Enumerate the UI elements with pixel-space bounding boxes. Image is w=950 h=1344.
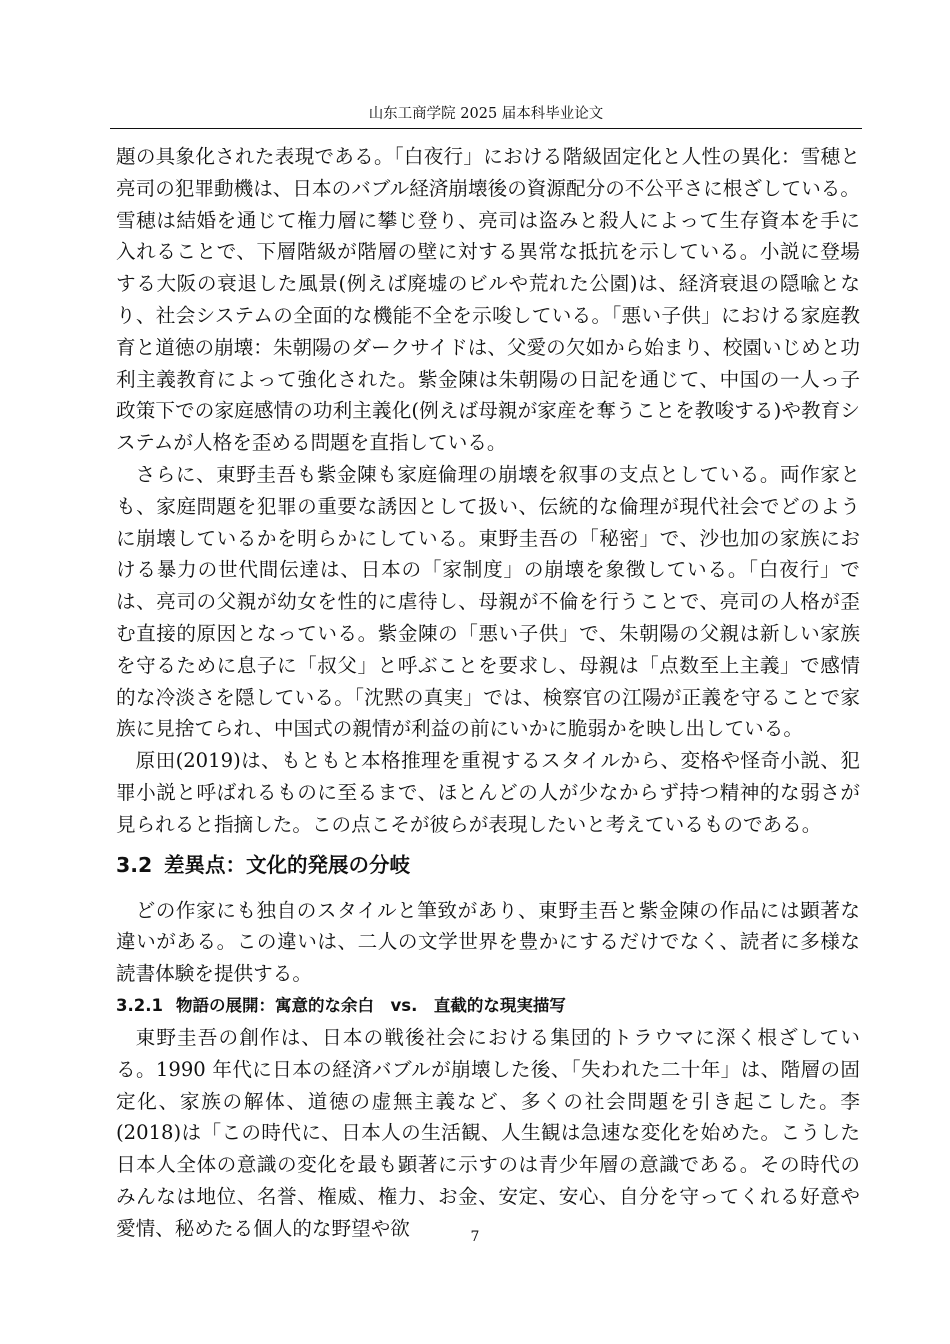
subsection-heading (116, 990, 860, 1022)
page-body (116, 141, 860, 1245)
header-rule (110, 128, 862, 129)
page-header: 山东工商学院 2025 届本科毕业论文 (368, 106, 604, 122)
body-paragraph-2: さらに、東野圭吾も紫金陳も家庭倫理の崩壊を叙事の支点としている。両作家とも、家庭問題を犯罪の重要な誘因として扱い、伝統的な倫理が現代社会でどのように崩壊しているかを明らかにしている。東野圭吾の「秘密」で、沙也加の家族における暴力の世代間伝達は、日本の「家制度」の崩壊を象徴している。「白夜行」では、亮司の父親が幼女を性的に虐待し、母親が不倫を行うことで、亮司の人格が歪む直接的原因となっている。紫金陳の「悪い子供」で、朱朝陽の父親は新しい家族を守るために息子に「叔父」と呼ぶことを要求し、母親は「点数至上主義」で感情的な冷淡さを隠している。「沈黙の真実」では、検察官の江陽が正義を守ることで家族に見捨てられ、中国式の親情が利益の前にいかに脆弱かを映し出している。 (116, 462, 860, 741)
subsection-number: 3.2.1 (116, 995, 163, 1015)
body-paragraph-3: 原田(2019)は、もともと本格推理を重視するスタイルから、変格や怪奇小説、犯罪小説と呼ばれるものに至るまで、ほとんどの人が少なからず持つ精神的な弱さが見られると指摘した。この点こそが彼らが表現したいと考えているものである。 (116, 749, 860, 836)
page-number: 7 (470, 1229, 480, 1245)
section-number: 3.2 (116, 852, 153, 877)
section-heading (116, 849, 860, 881)
section-title: 差異点：文化的発展の分岐 (164, 852, 410, 877)
body-paragraph-5: 東野圭吾の創作は、日本の戦後社会における集団的トラウマに深く根ざしている。1990 年代に日本の経済バブルが崩壊した後、「失われた二十年」は、階層の固定化、家族の解体、道徳の虚無主義など、多くの社会問題を引き起こした。李(2018)は「この時代に、日本人の生活観、人生観は急速な変化を始めた。こうした日本人全体の意識の変化を最も顕著に示すのは青少年層の意識である。その時代のみんなは地位、名誉、権威、権力、お金、安定、安心、自分を守ってくれる好意や愛情、秘めたる個人的な野望や欲 (116, 1025, 860, 1240)
body-paragraph-1: 題の具象化された表現である。「白夜行」における階級固定化と人性の異化：雪穂と亮司の犯罪動機は、日本のバブル経済崩壊後の資源配分の不公平さに根ざしている。雪穂は結婚を通じて権力層に攀じ登り、亮司は盗みと殺人によって生存資本を手に入れることで、下層階級が階層の壁に対する異常な抵抗を示している。小説に登場する大阪の衰退した風景(例えば廃墟のビルや荒れた公園)は、経済衰退の隠喩となり、社会システムの全面的な機能不全を示唆している。「悪い子供」における家庭教育と道徳の崩壊：朱朝陽のダークサイドは、父愛の欠如から始まり、校園いじめと功利主義教育によって強化された。紫金陳は朱朝陽の日記を通じて、中国の一人っ子政策下での家庭感情の功利主義化(例えば母親が家産を奪うことを教唆する)や教育システムが人格を歪める問題を直指している。 (116, 145, 860, 455)
subsection-title: 物語の展開：寓意的な余白 vs. 直截的な現実描写 (176, 995, 566, 1015)
body-paragraph-4: どの作家にも独自のスタイルと筆致があり、東野圭吾と紫金陳の作品には顕著な違いがある。この違いは、二人の文学世界を豊かにするだけでなく、読者に多様な読書体験を提供する。 (116, 898, 860, 986)
